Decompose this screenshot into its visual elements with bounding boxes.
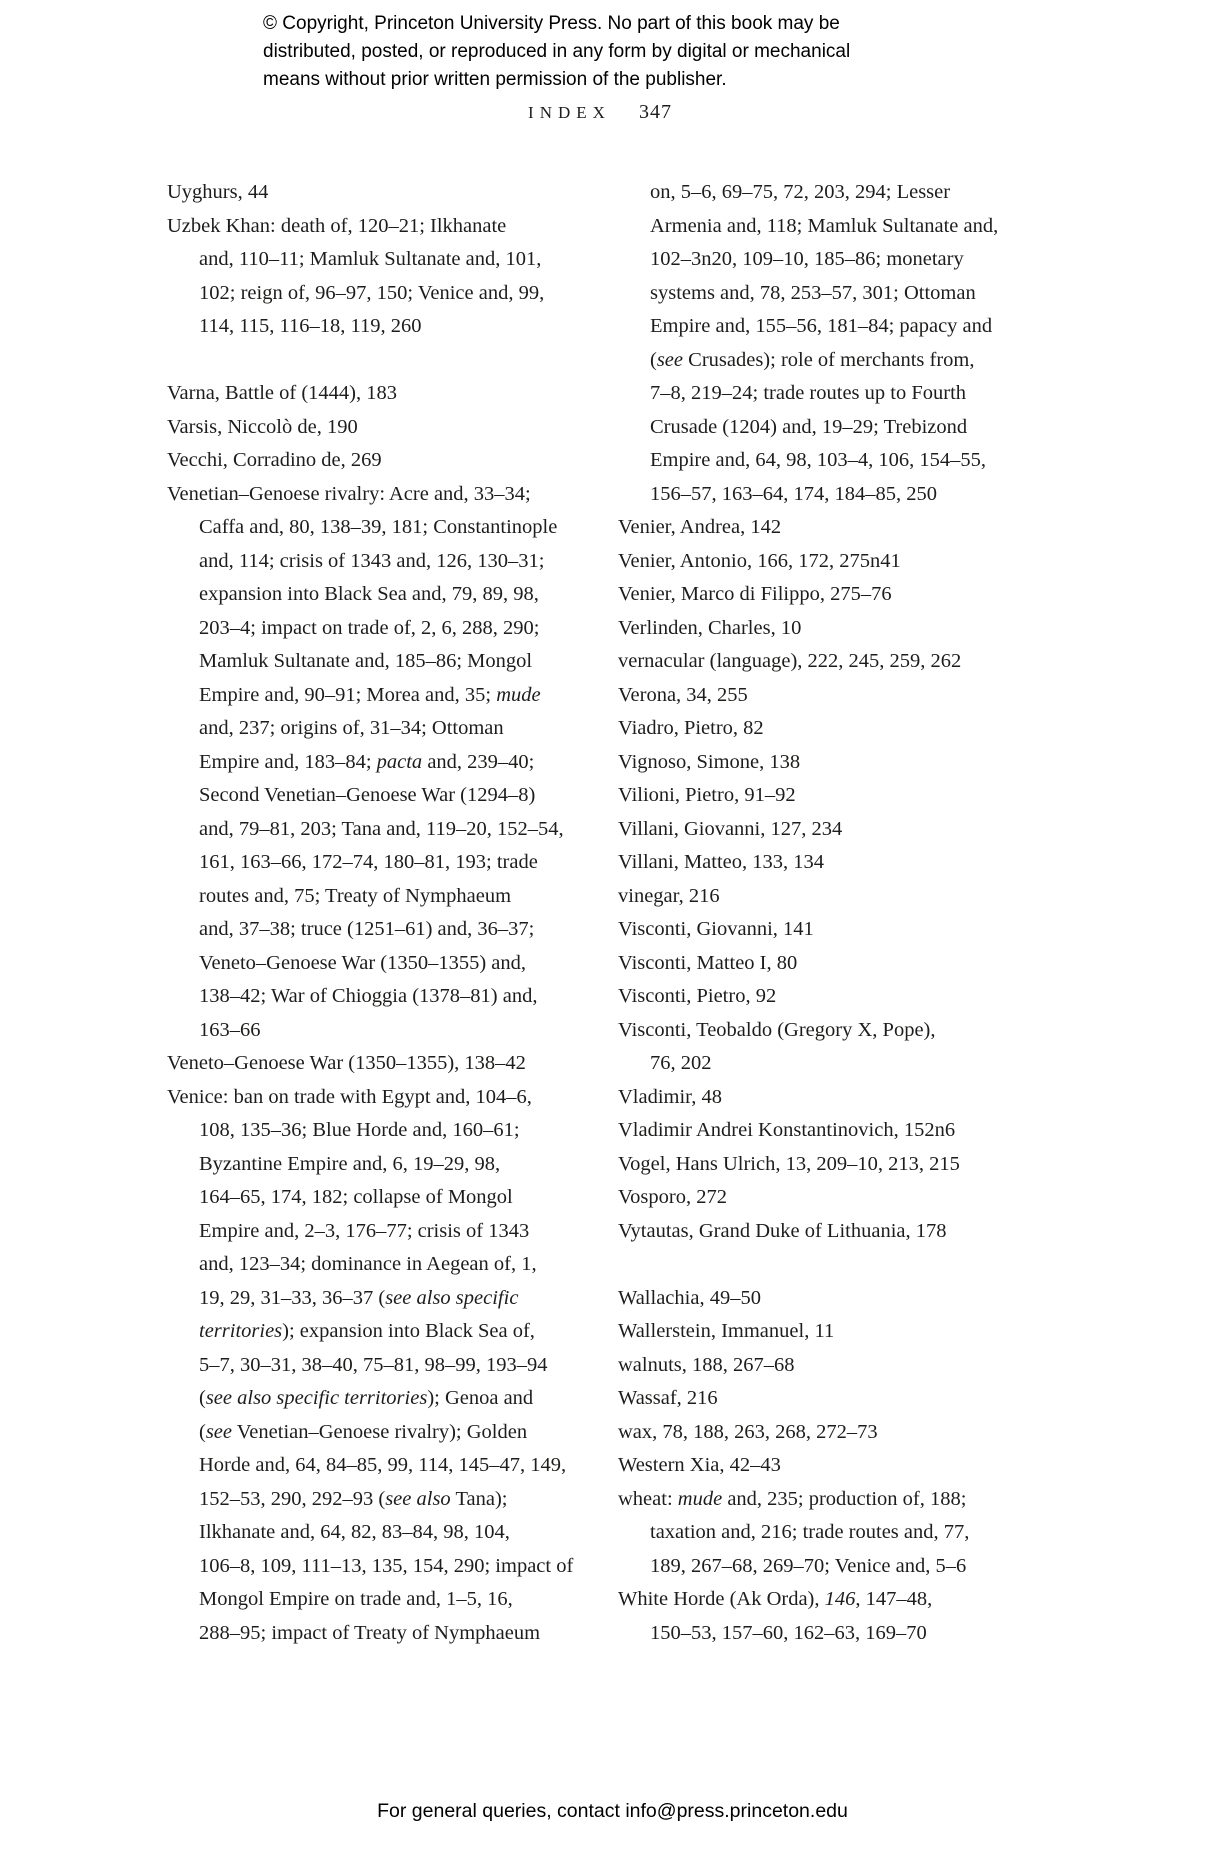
index-line: and, 79–81, 203; Tana and, 119–20, 152–54,	[199, 817, 564, 840]
index-line: Vilioni, Pietro, 91–92	[618, 784, 796, 806]
index-line: Venier, Antonio, 166, 172, 275n41	[618, 549, 901, 572]
index-line: Villani, Giovanni, 127, 234	[618, 817, 843, 840]
index-line-spacer	[618, 1248, 1058, 1282]
index-line: 19, 29, 31–33, 36–37 (see also specific	[199, 1286, 519, 1309]
index-line: Visconti, Giovanni, 141	[618, 918, 814, 940]
running-head	[0, 101, 1200, 124]
index-line: 163–66	[199, 1018, 261, 1041]
index-line: Wassaf, 216	[618, 1387, 718, 1409]
index-line: vernacular (language), 222, 245, 259, 262	[618, 650, 962, 672]
index-line-spacer	[167, 344, 607, 378]
index-line: 114, 115, 116–18, 119, 260	[199, 315, 422, 337]
copyright-line: © Copyright, Princeton University Press. No part of this book may be	[263, 13, 840, 34]
index-line: taxation and, 216; trade routes and, 77,	[650, 1521, 970, 1543]
index-line: Vosporo, 272	[618, 1186, 727, 1208]
index-line: 76, 202	[650, 1052, 712, 1074]
index-left-column	[167, 176, 607, 1650]
index-line: Visconti, Teobaldo (Gregory X, Pope),	[618, 1018, 936, 1041]
index-line: Armenia and, 118; Mamluk Sultanate and,	[650, 214, 999, 237]
index-line: White Horde (Ak Orda), 146, 147–48,	[618, 1588, 933, 1610]
index-line: 7–8, 219–24; trade routes up to Fourth	[650, 382, 967, 404]
index-line: Empire and, 183–84; pacta and, 239–40;	[199, 750, 535, 773]
index-line: and, 114; crisis of 1343 and, 126, 130–31;	[199, 549, 545, 572]
index-line: 106–8, 109, 111–13, 135, 154, 290; impact of	[199, 1554, 574, 1577]
index-line: Western Xia, 42–43	[618, 1454, 781, 1476]
index-line: Empire and, 64, 98, 103–4, 106, 154–55,	[650, 449, 986, 471]
index-line: 138–42; War of Chioggia (1378–81) and,	[199, 985, 538, 1007]
index-line: on, 5–6, 69–75, 72, 203, 294; Lesser	[650, 181, 951, 203]
index-line: Crusade (1204) and, 19–29; Trebizond	[650, 415, 968, 438]
index-line: Varna, Battle of (1444), 183	[167, 382, 397, 404]
copyright-notice	[263, 10, 963, 94]
index-line: (see Venetian–Genoese rivalry); Golden	[199, 1420, 528, 1443]
index-line: walnuts, 188, 267–68	[618, 1353, 795, 1376]
index-line: Ilkhanate and, 64, 82, 83–84, 98, 104,	[199, 1521, 510, 1543]
index-line: Uyghurs, 44	[167, 181, 269, 203]
index-line: 164–65, 174, 182; collapse of Mongol	[199, 1186, 513, 1208]
index-line: 108, 135–36; Blue Horde and, 160–61;	[199, 1119, 520, 1141]
section-title: INDEX	[528, 103, 611, 122]
index-line: Wallerstein, Immanuel, 11	[618, 1320, 835, 1342]
copyright-line: means without prior written permission of the publisher.	[263, 69, 727, 90]
copyright-line: distributed, posted, or reproduced in any form by digital or mechanical	[263, 41, 851, 62]
index-line: wax, 78, 188, 263, 268, 272–73	[618, 1420, 878, 1443]
index-line: Vladimir Andrei Konstantinovich, 152n6	[618, 1119, 956, 1141]
index-line: 5–7, 30–31, 38–40, 75–81, 98–99, 193–94	[199, 1353, 548, 1376]
index-line: and, 37–38; truce (1251–61) and, 36–37;	[199, 918, 535, 940]
index-line: and, 123–34; dominance in Aegean of, 1,	[199, 1253, 537, 1275]
index-line: and, 237; origins of, 31–34; Ottoman	[199, 717, 504, 739]
index-line: (see also specific territories); Genoa and	[199, 1387, 534, 1409]
index-line: Empire and, 2–3, 176–77; crisis of 1343	[199, 1219, 530, 1242]
index-line: Venier, Andrea, 142	[618, 516, 782, 538]
index-line: 102; reign of, 96–97, 150; Venice and, 99,	[199, 281, 545, 304]
index-line: Visconti, Pietro, 92	[618, 985, 777, 1007]
index-line: Vytautas, Grand Duke of Lithuania, 178	[618, 1219, 947, 1242]
index-line: territories); expansion into Black Sea of,	[199, 1320, 535, 1342]
index-line: Wallachia, 49–50	[618, 1286, 761, 1309]
index-line: Mamluk Sultanate and, 185–86; Mongol	[199, 650, 533, 672]
index-line: Caffa and, 80, 138–39, 181; Constantinople	[199, 516, 558, 538]
index-line: 152–53, 290, 292–93 (see also Tana);	[199, 1487, 508, 1510]
index-line: Villani, Matteo, 133, 134	[618, 851, 825, 873]
index-line: Empire and, 155–56, 181–84; papacy and	[650, 315, 993, 337]
index-line: Uzbek Khan: death of, 120–21; Ilkhanate	[167, 214, 507, 237]
index-line: Verlinden, Charles, 10	[618, 616, 802, 639]
index-line: Venier, Marco di Filippo, 275–76	[618, 583, 892, 605]
index-line: 156–57, 163–64, 174, 184–85, 250	[650, 482, 937, 505]
page-number: 347	[638, 101, 672, 123]
index-line: Mongol Empire on trade and, 1–5, 16,	[199, 1588, 513, 1610]
index-line: Second Venetian–Genoese War (1294–8)	[199, 784, 536, 806]
index-line: Veneto–Genoese War (1350–1355) and,	[199, 951, 527, 974]
footer-contact: For general queries, contact info@press.princeton.edu	[377, 1800, 848, 1822]
index-line: Vogel, Hans Ulrich, 13, 209–10, 213, 215	[618, 1152, 960, 1175]
index-line: Vladimir, 48	[618, 1085, 722, 1108]
index-line: Verona, 34, 255	[618, 683, 748, 706]
index-line: and, 110–11; Mamluk Sultanate and, 101,	[199, 248, 542, 270]
index-line: Vecchi, Corradino de, 269	[167, 449, 382, 471]
index-line: (see Crusades); role of merchants from,	[650, 348, 975, 371]
index-line: Varsis, Niccolò de, 190	[167, 415, 358, 438]
index-line: Empire and, 90–91; Morea and, 35; mude	[199, 683, 541, 706]
index-line: 288–95; impact of Treaty of Nymphaeum	[199, 1621, 541, 1644]
index-line: Venetian–Genoese rivalry: Acre and, 33–34;	[167, 482, 531, 505]
index-line: 102–3n20, 109–10, 185–86; monetary	[650, 248, 964, 270]
index-line: 161, 163–66, 172–74, 180–81, 193; trade	[199, 851, 538, 873]
index-line: 203–4; impact on trade of, 2, 6, 288, 290;	[199, 616, 540, 639]
index-line: routes and, 75; Treaty of Nymphaeum	[199, 884, 512, 907]
index-line: Horde and, 64, 84–85, 99, 114, 145–47, 149,	[199, 1454, 567, 1476]
index-line: wheat: mude and, 235; production of, 188;	[618, 1487, 967, 1510]
index-line: 150–53, 157–60, 162–63, 169–70	[650, 1621, 927, 1644]
index-line: Veneto–Genoese War (1350–1355), 138–42	[167, 1052, 526, 1074]
index-line: Visconti, Matteo I, 80	[618, 951, 798, 974]
index-line: Byzantine Empire and, 6, 19–29, 98,	[199, 1152, 501, 1175]
index-line: expansion into Black Sea and, 79, 89, 98,	[199, 583, 539, 605]
index-right-column	[618, 176, 1058, 1650]
index-line: Vignoso, Simone, 138	[618, 750, 801, 773]
index-line: 189, 267–68, 269–70; Venice and, 5–6	[650, 1554, 967, 1577]
index-line: systems and, 78, 253–57, 301; Ottoman	[650, 281, 976, 304]
index-line: vinegar, 216	[618, 884, 720, 907]
index-line: Viadro, Pietro, 82	[618, 717, 764, 739]
index-line: Venice: ban on trade with Egypt and, 104–6,	[167, 1085, 532, 1108]
